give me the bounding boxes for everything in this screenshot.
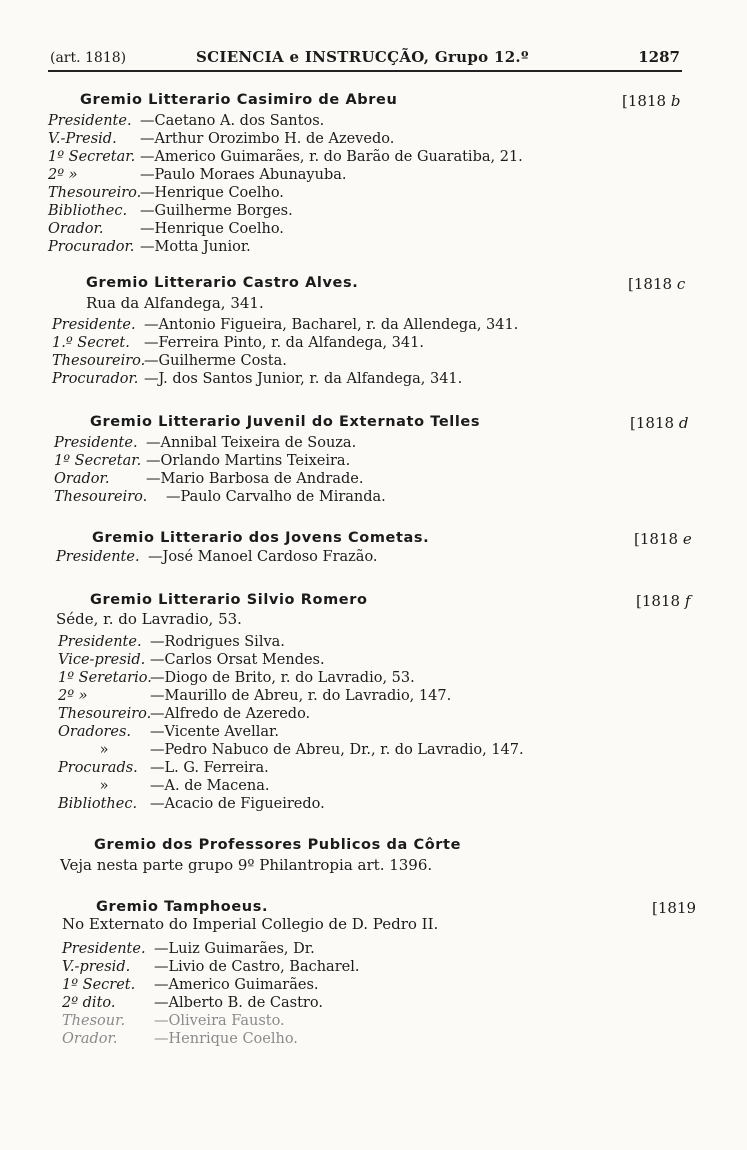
officer-row	[62, 958, 359, 976]
officer-name: —Motta Junior.	[140, 239, 251, 255]
officer-role: Thesour.	[62, 1013, 126, 1029]
entry-address: Rua da Alfandega, 341.	[86, 294, 264, 312]
officer-row	[58, 741, 524, 759]
page-number: 1287	[638, 48, 680, 66]
entry-ref-number: [1819	[652, 899, 697, 917]
officer-role: Vice-presid.	[58, 652, 146, 668]
officer-role: Presidente.	[48, 113, 132, 129]
officer-role: Bibliothec.	[58, 796, 138, 812]
officer-name: —Livio de Castro, Bacharel.	[154, 959, 360, 975]
officer-name: —Alberto B. de Castro.	[154, 995, 323, 1011]
officer-row	[48, 130, 394, 148]
officer-row	[48, 148, 523, 166]
officer-name: —Alfredo de Azeredo.	[150, 706, 311, 722]
officer-name: —L. G. Ferreira.	[150, 760, 269, 776]
officer-row	[58, 759, 269, 777]
officer-row	[48, 166, 347, 184]
officer-role: Procurador.	[48, 239, 135, 255]
officer-name: —A. de Macena.	[150, 778, 270, 794]
officer-row	[54, 470, 363, 488]
officer-role: 1º Secretar.	[48, 149, 136, 165]
officer-name: —José Manoel Cardoso Frazão.	[148, 549, 378, 565]
officer-row	[56, 548, 378, 566]
entry-cross-reference: Veja nesta parte grupo 9º Philantropia art. 1396.	[60, 856, 433, 874]
officer-role: Presidente.	[56, 549, 140, 565]
officer-row	[58, 687, 451, 705]
officer-name: —Diogo de Brito, r. do Lavradio, 53.	[150, 670, 415, 686]
officer-name: —Orlando Martins Teixeira.	[146, 453, 351, 469]
entry-ref-number: [1818	[636, 592, 681, 610]
officer-name: —Luiz Guimarães, Dr.	[154, 941, 315, 957]
officer-name: —Maurillo de Abreu, r. do Lavradio, 147.	[150, 688, 452, 704]
officer-name: —Caetano A. dos Santos.	[140, 113, 325, 129]
page-header	[46, 48, 682, 70]
entry-ref	[634, 530, 692, 548]
officer-role: V.-presid.	[62, 959, 131, 975]
officer-role: Bibliothec.	[48, 203, 128, 219]
officer-row	[62, 940, 315, 958]
officer-name: —Rodrigues Silva.	[150, 634, 285, 650]
officer-row	[54, 434, 356, 452]
entry-ref-number: [1818	[634, 530, 679, 548]
officer-role: Orador.	[54, 471, 110, 487]
officer-row	[58, 651, 325, 669]
entry-title: Gremio dos Professores Publicos da Côrte	[94, 837, 462, 853]
entry-ref-number: [1818	[630, 414, 675, 432]
entry-ref	[630, 414, 688, 432]
officer-row	[62, 994, 323, 1012]
officer-name: —J. dos Santos Junior, r. da Alfandega, 341.	[144, 371, 463, 387]
officer-name: —Arthur Orozimbo H. de Azevedo.	[140, 131, 395, 147]
officer-row	[58, 633, 285, 651]
officer-role: Presidente.	[52, 317, 136, 333]
officer-role: Thesoureiro.	[58, 706, 152, 722]
officer-name: —Henrique Coelho.	[140, 221, 284, 237]
officer-name: —Oliveira Fausto.	[154, 1013, 285, 1029]
officer-role: 2º »	[58, 688, 88, 704]
officer-row	[58, 705, 310, 723]
header-article-range: (art. 1818)	[50, 50, 127, 66]
officer-name: —Ferreira Pinto, r. da Alfandega, 341.	[144, 335, 424, 351]
officer-name: —Acacio de Figueiredo.	[150, 796, 325, 812]
officer-role: V.-Presid.	[48, 131, 117, 147]
officer-role: 2º »	[48, 167, 78, 183]
officer-row	[48, 220, 284, 238]
officer-row	[52, 370, 462, 388]
officer-name: —Annibal Teixeira de Souza.	[146, 435, 357, 451]
entry-title: Gremio Tamphoeus.	[96, 899, 269, 915]
officer-row	[48, 238, 251, 256]
officer-name: —Paulo Carvalho de Miranda.	[166, 489, 386, 505]
officer-name: —Mario Barbosa de Andrade.	[146, 471, 364, 487]
officer-row	[62, 1030, 298, 1048]
header-section-title: SCIENCIA e INSTRUCÇÃO, Grupo 12.º	[196, 48, 529, 66]
officer-role: Presidente.	[62, 941, 146, 957]
officer-row	[62, 1012, 285, 1030]
entry-title: Gremio Litterario dos Jovens Cometas.	[92, 530, 430, 546]
entry-ref-letter: f	[684, 592, 691, 610]
entry-title: Gremio Litterario Castro Alves.	[86, 275, 359, 291]
officer-role: Thesoureiro.	[54, 489, 148, 505]
entry-title: Gremio Litterario Casimiro de Abreu	[80, 92, 398, 108]
officer-role: Thesoureiro.	[48, 185, 142, 201]
officer-role: 1º Secret.	[62, 977, 136, 993]
officer-row	[52, 352, 287, 370]
entry-ref-number: [1818	[628, 275, 673, 293]
entry-ref	[652, 899, 696, 917]
officer-row	[54, 488, 386, 506]
officer-row	[58, 777, 269, 795]
officer-row	[58, 723, 279, 741]
officer-role: 1.º Secret.	[52, 335, 130, 351]
entry-ref-letter: d	[678, 414, 689, 432]
officer-role: 2º dito.	[62, 995, 116, 1011]
entry-ref-letter: b	[670, 92, 681, 110]
officer-role: 1º Secretar.	[54, 453, 142, 469]
officer-role: Thesoureiro.	[52, 353, 146, 369]
officer-name: —Henrique Coelho.	[154, 1031, 298, 1047]
officer-role: Oradores.	[58, 724, 132, 740]
officer-name: —Americo Guimarães.	[154, 977, 319, 993]
entry-ref-number: [1818	[622, 92, 667, 110]
officer-row	[48, 184, 284, 202]
entry-address: Séde, r. do Lavradio, 53.	[56, 610, 242, 628]
officer-role: »	[99, 742, 109, 758]
officer-role: 1º Seretario.	[58, 670, 152, 686]
officer-name: —Pedro Nabuco de Abreu, Dr., r. do Lavradio, 147.	[150, 742, 524, 758]
entry-address: No Externato do Imperial Collegio de D. Pedro II.	[62, 915, 439, 933]
entry-ref	[636, 592, 690, 610]
entry-title: Gremio Litterario Silvio Romero	[90, 592, 368, 608]
entry-ref	[622, 92, 680, 110]
entry-ref	[628, 275, 685, 293]
entry-ref-letter: c	[676, 275, 686, 293]
officer-role: Presidente.	[58, 634, 142, 650]
officer-name: —Vicente Avellar.	[150, 724, 279, 740]
officer-role: Orador.	[62, 1031, 118, 1047]
officer-role: Presidente.	[54, 435, 138, 451]
header-rule	[48, 70, 682, 72]
entry-ref-letter: e	[682, 530, 692, 548]
officer-name: —Carlos Orsat Mendes.	[150, 652, 325, 668]
officer-row	[58, 669, 415, 687]
officer-role: »	[99, 778, 109, 794]
officer-row	[52, 334, 424, 352]
officer-name: —Henrique Coelho.	[140, 185, 284, 201]
officer-row	[48, 112, 324, 130]
officer-name: —Paulo Moraes Abunayuba.	[140, 167, 347, 183]
officer-role: Orador.	[48, 221, 104, 237]
officer-role: Procurads.	[58, 760, 138, 776]
officer-row	[62, 976, 319, 994]
officer-row	[54, 452, 350, 470]
officer-row	[48, 202, 293, 220]
officer-row	[52, 316, 518, 334]
officer-row	[58, 795, 325, 813]
entry-title: Gremio Litterario Juvenil do Externato Telles	[90, 414, 481, 430]
officer-name: —Antonio Figueira, Bacharel, r. da Allendega, 341.	[144, 317, 519, 333]
officer-name: —Guilherme Borges.	[140, 203, 293, 219]
officer-name: —Americo Guimarães, r. do Barão de Guaratiba, 21.	[140, 149, 523, 165]
officer-role: Procurador.	[52, 371, 139, 387]
officer-name: —Guilherme Costa.	[144, 353, 287, 369]
